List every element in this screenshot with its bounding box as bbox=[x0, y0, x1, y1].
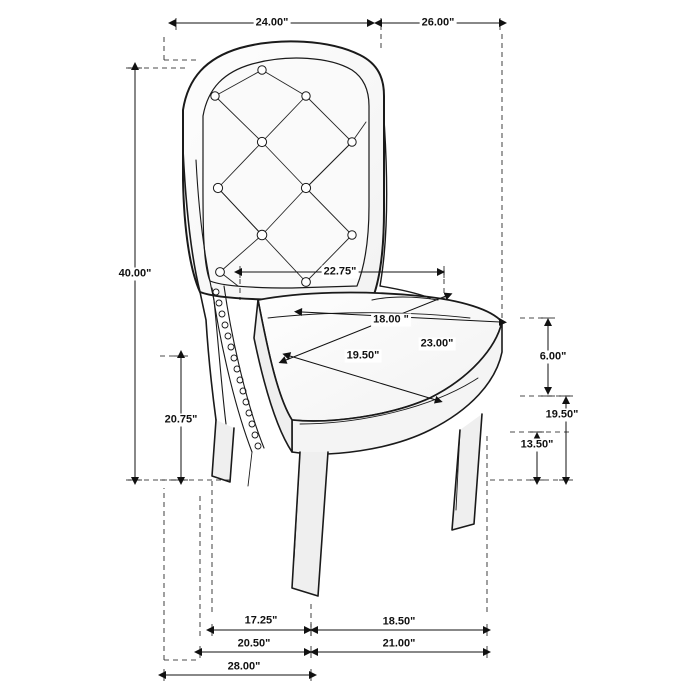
chair-illustration bbox=[183, 41, 502, 596]
dimension-label-seat-cushion-height: 6.00" bbox=[539, 350, 567, 363]
dimension-label-overall-depth: 28.00" bbox=[227, 660, 261, 673]
dimension-label-top-right-width: 26.00" bbox=[421, 16, 455, 29]
dimension-label-base-depth-overall: 20.50" bbox=[237, 637, 271, 650]
dimension-label-top-left-width: 24.00" bbox=[255, 16, 289, 29]
dimension-label-back-lower-height: 20.75" bbox=[164, 413, 198, 426]
dimension-label-base-depth-front: 17.25" bbox=[244, 614, 278, 627]
dimension-label-seat-height: 13.50" bbox=[520, 438, 554, 451]
dimension-label-inside-back-width: 22.75" bbox=[323, 265, 357, 278]
dimension-label-seat-width-diagonal: 23.00" bbox=[420, 337, 454, 350]
dimension-label-overall-height: 40.00" bbox=[118, 267, 152, 280]
dimension-label-arm-height: 19.50" bbox=[545, 408, 579, 421]
dimension-label-base-width-overall: 21.00" bbox=[382, 637, 416, 650]
dimension-label-seat-front-diagonal: 19.50" bbox=[346, 349, 380, 362]
dimension-label-seat-depth-diagonal: 18.00 " bbox=[373, 313, 409, 326]
dimension-label-base-width-right: 18.50" bbox=[382, 615, 416, 628]
